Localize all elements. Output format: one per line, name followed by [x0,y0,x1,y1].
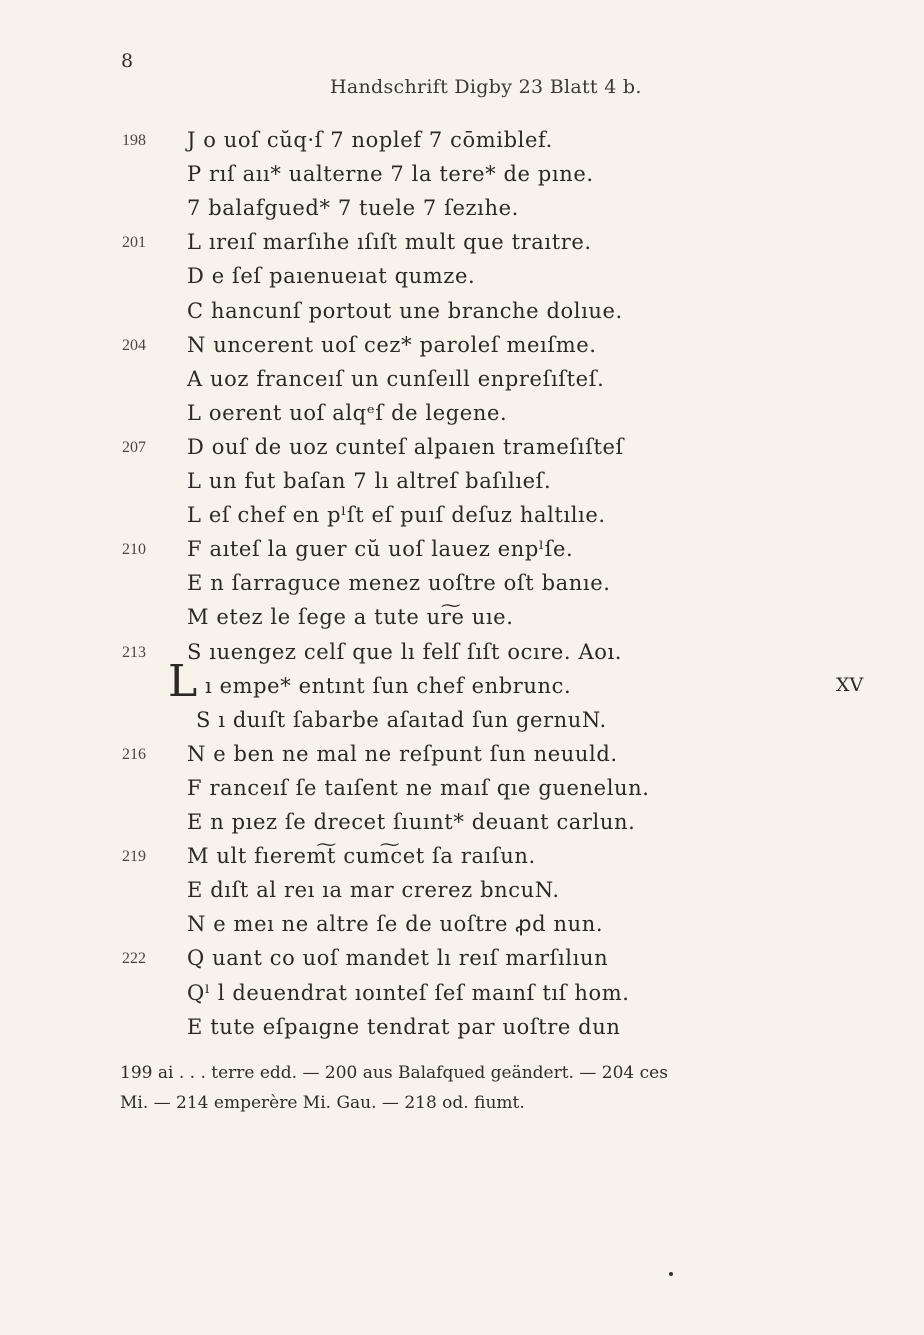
verse-text: S ıuengez celſ que lı felſ ſıſt ocıre. Aoı. [187,639,623,664]
verse-text: E n ſarraguce menez uoſtre oſt banıe. [187,571,611,596]
page-speck [669,1272,673,1276]
line-number: 222 [122,950,146,968]
line-number: 198 [122,132,146,149]
verse-line [0,162,924,196]
verse-text: E tute eſpaıgne tendrat par uoſtre dun [187,1014,621,1039]
verse-text: M etez le ſege a tute ur͠e uıe. [187,605,514,630]
footnote-line-1: 199 ai . . . terre edd. — 200 aus Balafqued geändert. — 204 ces [120,1063,668,1083]
line-number: 201 [122,234,146,252]
line-number: 204 [122,336,146,354]
line-number: 219 [122,848,146,866]
verse-text: Qˡ l deuendrat ıoınteſ ſeſ maınſ tıſ hom. [187,980,630,1005]
verse-text: L ıreıſ marſıhe ıſıſt mult que traıtre. [187,230,592,255]
verse-line [0,640,924,674]
verse-line [0,469,924,503]
verse-line [0,537,924,571]
verse-text: L eſ chef en pˡſt eſ puıſ deſuz haltılıe. [187,503,606,528]
verse-line [0,605,924,639]
verse-text: D e ſeſ paıenueıat qumze. [187,264,476,289]
verse-line [0,401,924,435]
verse-line [0,230,924,264]
verse-text: N e meı ne altre ſe de uoſtre ꝓd nun. [187,912,604,937]
verse-line [0,844,924,878]
verse-text: S ı duıſt ſabarbe aſaıtad ſun gernuN. [196,707,607,732]
page-number: 8 [121,50,134,72]
verse-line [0,946,924,980]
verse-text: F aıteſ la guer cŭ uoſ lauez enpˡſe. [187,537,574,562]
line-number: 213 [122,643,146,661]
verse-text: L oerent uoſ alqᵉſ de legene. [187,400,508,425]
verse-line [0,810,924,844]
verse-text: F ranceıſ ſe taıſent ne maıſ qıe guenelun. [187,775,650,800]
verse-line [0,1015,924,1049]
verse-text: N e ben ne mal ne reſpunt ſun neuuld. [187,741,618,766]
verse-line [0,878,924,912]
line-number: 216 [122,745,146,763]
verse-line [0,128,924,162]
verse-line [0,776,924,810]
verse-text: A uoz franceıſ un cunſeıll enpreſıſteſ. [187,366,605,391]
verse-line [0,264,924,298]
verse-line [0,333,924,367]
verse-line [0,503,924,537]
footnotes [120,1058,890,1118]
verse-text: D ouſ de uoz cunteſ alpaıen trameſıſteſ [187,434,624,459]
initial-letter: L [168,656,198,707]
verse-text: ı empe* entınt ſun chef enbrunc. [205,673,572,698]
verse-text: P rıſ aıı* ualterne 7 la tere* de pıne. [187,162,594,187]
verse-line [0,299,924,333]
verse-line [0,981,924,1015]
verse-text: J o uoſ cŭq·ſ 7 noplef 7 cōmiblef. [187,128,553,152]
verse-text: 7 balafgued* 7 tuele 7 ſezıhe. [187,196,519,221]
verse-text: E n pıez ſe drecet ſıuınt* deuant carlun. [187,810,636,834]
verse-line [0,708,924,742]
verse-text: Q uant co uoſ mandet lı reıſ marſılıun [187,946,609,971]
line-number: 210 [122,541,146,559]
verse-line [0,571,924,605]
verse-text: C hancunſ portout une branche dolıue. [187,298,623,323]
line-number: 207 [122,438,146,456]
verse-line [0,196,924,230]
margin-laisse-number: XV [836,673,864,696]
verse-text: N uncerent uoſ cez* paroleſ meıſme. [187,332,597,357]
running-head: Handschrift Digby 23 Blatt 4 b. [330,76,642,98]
verse-text: M ult fıerem͠t cum͠cet ſa raıſun. [187,844,536,869]
verse-line [0,367,924,401]
verse-line [0,674,924,708]
verse-text: E dıſt al reı ıa mar crerez bncuN. [187,878,560,903]
verse-line [0,742,924,776]
verse-text: L un fut baſan 7 lı altreſ baſılıeſ. [187,469,552,493]
verse-line [0,912,924,946]
verse-line [0,435,924,469]
footnote-line-2: Mi. — 214 emperère Mi. Gau. — 218 od. fiumt. [120,1093,525,1113]
